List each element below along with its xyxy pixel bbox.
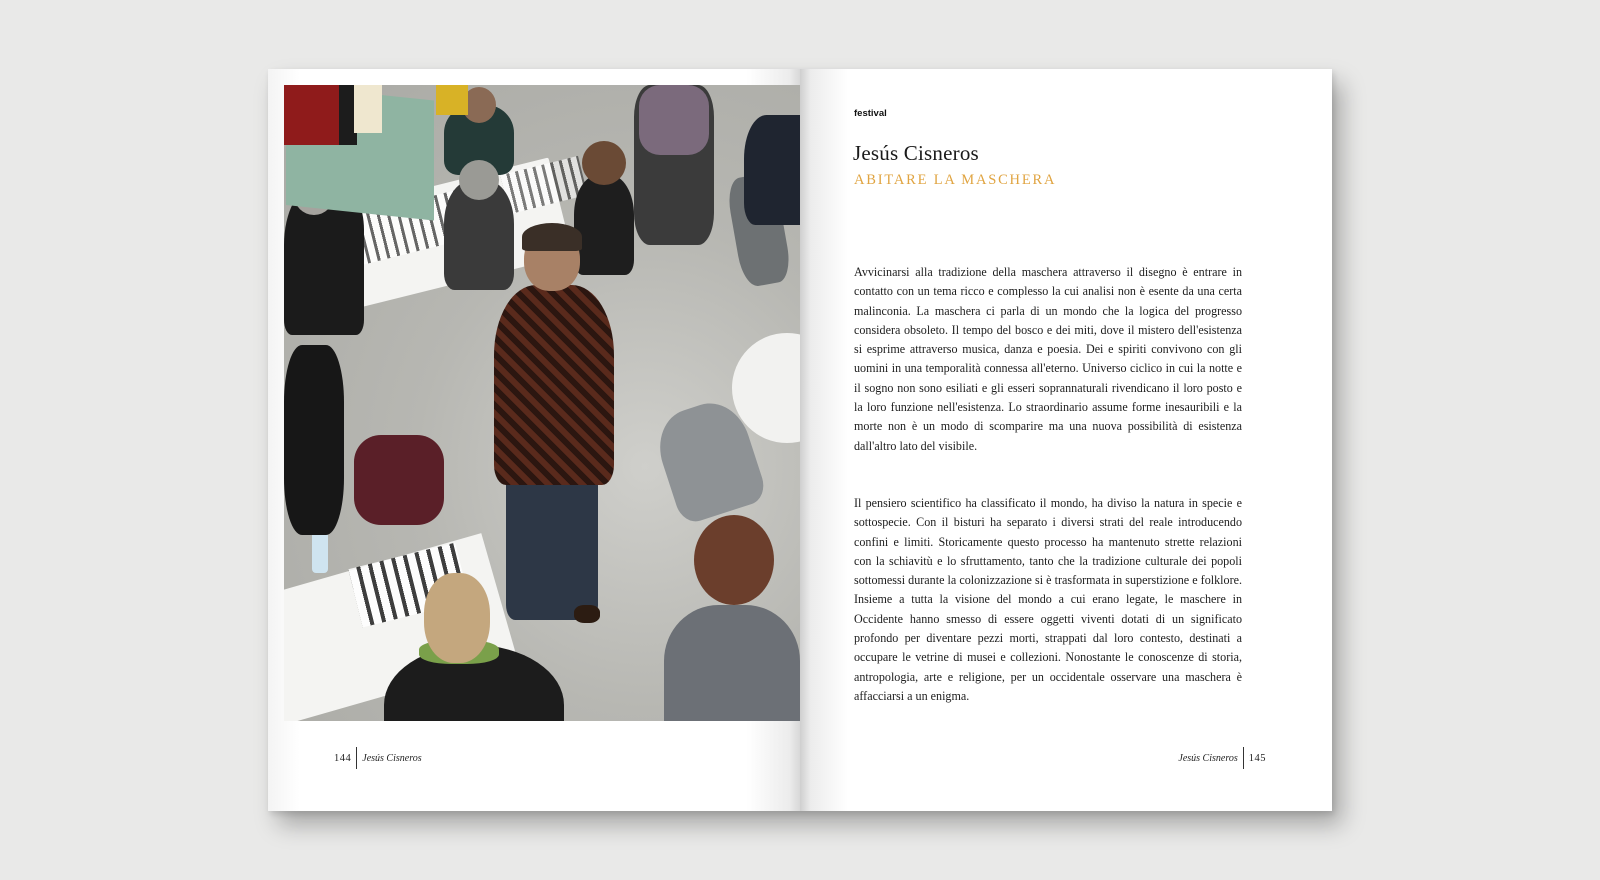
photo-flag	[354, 85, 382, 133]
left-page-folio	[334, 745, 422, 771]
section-label: festival	[854, 108, 887, 119]
folio-divider	[1243, 747, 1244, 769]
photo-person-head	[582, 141, 626, 185]
photo-person	[574, 175, 634, 275]
photo-bag	[354, 435, 444, 525]
running-head: Jesús Cisneros	[362, 752, 422, 764]
page-number: 144	[334, 752, 352, 764]
photo-person-head	[459, 160, 499, 200]
left-page	[268, 69, 800, 811]
photo-man-hair	[522, 223, 582, 251]
photo-person	[284, 345, 344, 535]
running-head: Jesús Cisneros	[1178, 752, 1238, 764]
workshop-photo	[284, 85, 800, 721]
photo-person-top	[639, 85, 709, 155]
open-book	[268, 69, 1332, 811]
photo-flag	[436, 85, 468, 115]
article-title: ABITARE LA MASCHERA	[854, 172, 1057, 188]
author-name: Jesús Cisneros	[853, 141, 979, 165]
folio-divider	[356, 747, 357, 769]
photo-man-shirt	[494, 285, 614, 485]
right-page-folio	[1178, 745, 1266, 771]
photo-man-shoe	[574, 605, 600, 623]
photo-person-head	[424, 573, 490, 663]
photo-man-legs	[506, 470, 598, 620]
page-number: 145	[1248, 752, 1266, 764]
photo-flag	[284, 85, 344, 145]
photo-person	[664, 605, 800, 721]
photo-person	[744, 115, 800, 225]
body-paragraph: Il pensiero scientifico ha classificato il mondo, ha diviso la natura in specie e sottospecie. Con il bisturi ha separato i diversi strati del reale introducendo confini e limiti. Storicamente questo processo ha mantenuto strette relazioni con la schiavitù e lo sfruttamento, tanto che la tradizione culturale dei popoli sottomessi durante la colonizzazione si è trasformata in superstizione e folklore. Insieme a tutta la visione del mondo a cui erano legate, le maschere in Occidente hanno smesso di essere oggetti viventi dotati di un significato profondo per diventare pezzi morti, strappati dal loro contesto, destinati a occupare le vetrine di musei e collezioni. Nonostante le conoscenze di storia, antropologia, arte e religione, per un occidentale osservare una maschera è affacciarsi a un enigma.	[854, 496, 1242, 703]
right-page	[800, 69, 1332, 811]
body-paragraph: Avvicinarsi alla tradizione della maschera attraverso il disegno è entrare in contatto con un tema ricco e complesso la cui analisi non è esente da una certa malinconia. La maschera ci parla di un mondo che la logica del progresso considera obsoleto. Il tempo del bosco e dei miti, dove il mistero dell'esistenza si esprime attraverso musica, danza e poesia. Dei e spiriti convivono con gli uomini in una temporalità connessa all'eterno. Universo ciclico in cui la notte e il sogno non sono esiliati e gli esseri soprannaturali rivendicano il loro posto e la loro funzione nell'esistenza. Lo straordinario assume forme inesauribili e la morte non è un modo di scomparire ma una nuova possibilità di esistenza dall'altro lato del visibile.	[854, 265, 1242, 453]
photo-person-head	[694, 515, 774, 605]
